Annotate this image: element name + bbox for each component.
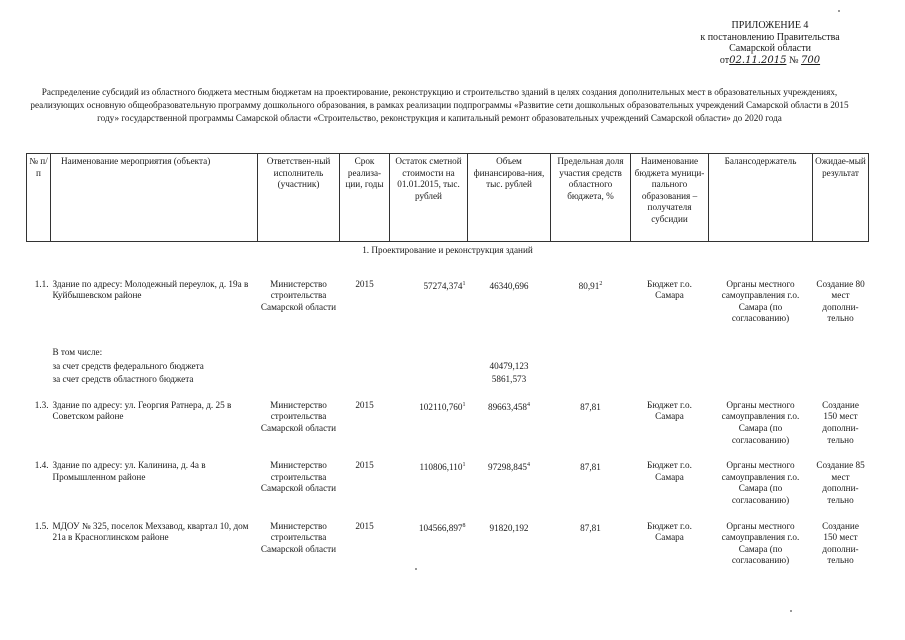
col-result-header: Ожидае-мый результат: [813, 154, 869, 242]
row-volume: 91820,192: [489, 522, 529, 533]
document-heading: Распределение субсидий из областного бюджета местным бюджетам на проектирование, реконструкцию и строительство зданий в целях создания дополнительных мест в образовательных учреждениях, реализующих основную общеобразовательную программу дошкольного образования, в рамках реализации подпрограммы «Развитие сети дошкольных образовательных учреждений Самарской области в 2015 году» государственной программы Самарской области «Строительство, реконструкция и капитальный ремонт образовательных учреждений Самарской области» до 2020 года: [30, 87, 849, 124]
scan-speck: [790, 610, 792, 612]
row-volume: 89663,458$^4$: [487, 401, 531, 412]
col-executor-header: Ответствен-ный исполнитель (участник): [258, 154, 340, 242]
row-period: 2015: [355, 520, 374, 531]
row-remainder: 57274,374$^1$: [423, 280, 466, 291]
row-result: Создание 80 мест дополни-тельно: [816, 278, 865, 324]
table-header-row: [27, 154, 869, 242]
row-period: 2015: [355, 278, 374, 289]
col-period-header: Срок реализа-ции, годы: [340, 154, 390, 242]
col-name-header: Наименование мероприятия (объекта): [51, 154, 258, 242]
col-volume-header: Объем финансирова-ния, тыс. рублей: [468, 154, 551, 242]
row-name: Здание по адресу: Молодежный переулок, д. 19а в Куйбышевском районе: [52, 278, 249, 301]
col-remainder-header: Остаток сметной стоимости на 01.01.2015, тыс. рублей: [390, 154, 468, 242]
section-title: 1. Проектирование и реконструкция зданий: [362, 245, 533, 255]
row-result: Создание 85 мест дополни-тельно: [816, 460, 865, 505]
row-share: 80,91$^2$: [578, 280, 603, 291]
subtotal-label: В том числе:: [52, 346, 103, 357]
col-budget-header: Наименование бюджета муници-пального образования – получателя субсидии: [631, 154, 709, 242]
table-row: [27, 459, 869, 507]
table-row: [27, 520, 869, 568]
scan-speck: [838, 10, 840, 12]
row-holder: Органы местного самоуправления г.о. Самара (по согласованию): [721, 399, 800, 445]
table-row: [27, 399, 869, 447]
section-row: [27, 242, 869, 258]
row-result: Создание 150 мест дополни-тельно: [822, 399, 859, 445]
row-executor: Министерство строительства Самарской области: [260, 460, 337, 494]
appendix-number: 700: [800, 54, 821, 66]
subtotal-federal-value: 40479,123: [489, 360, 529, 371]
row-period: 2015: [355, 460, 374, 471]
col-num-header: № п/п: [27, 154, 51, 242]
row-remainder: 104566,897$^8$: [418, 522, 466, 533]
row-volume: 46340,696: [489, 280, 529, 291]
appendix-title: ПРИЛОЖЕНИЕ 4: [731, 20, 809, 31]
row-name: МДОУ № 325, поселок Мехзавод, квартал 10, дом 21а в Красноглинском районе: [52, 520, 249, 543]
row-num: 1.1.: [34, 278, 49, 289]
table-row: [27, 278, 869, 326]
row-num: 1.4.: [34, 460, 49, 471]
subtotal-federal-label: за счет средств федерального бюджета: [52, 360, 204, 371]
row-remainder: 102110,760$^1$: [419, 401, 466, 412]
appendix-line1: к постановлению Правительства: [700, 31, 840, 43]
row-executor: Министерство строительства Самарской области: [260, 520, 337, 554]
row-result: Создание 150 мест дополни-тельно: [822, 520, 859, 566]
subsidy-table: [26, 153, 869, 568]
col-share-header: Предельная доля участия средств областного бюджета, %: [551, 154, 631, 242]
subtotal-regional-row: [27, 373, 869, 387]
appendix-date: 02.11.2015: [729, 54, 787, 66]
row-period: 2015: [355, 399, 374, 410]
row-budget: Бюджет г.о. Самара: [647, 520, 692, 543]
row-holder: Органы местного самоуправления г.о. Самара (по согласованию): [721, 520, 800, 566]
row-executor: Министерство строительства Самарской области: [260, 399, 337, 433]
appendix-num-label: №: [788, 54, 799, 66]
scan-speck: [415, 568, 417, 570]
row-volume: 97298,845$^4$: [487, 462, 531, 473]
row-share: 87,81: [580, 522, 601, 533]
row-holder: Органы местного самоуправления г.о. Самара (по согласованию): [721, 278, 800, 324]
row-holder: Органы местного самоуправления г.о. Самара (по согласованию): [721, 460, 800, 505]
col-holder-header: Балансодержатель: [709, 154, 813, 242]
appendix-block: [685, 20, 855, 66]
row-remainder: 110806,110$^1$: [419, 462, 466, 473]
row-name: Здание по адресу: ул. Георгия Ратнера, д. 25 в Советском районе: [52, 399, 232, 422]
row-budget: Бюджет г.о. Самара: [647, 399, 692, 422]
row-share: 87,81: [580, 462, 601, 473]
row-num: 1.3.: [34, 399, 49, 410]
row-share: 87,81: [580, 401, 601, 412]
subtotal-label-row: [27, 346, 869, 360]
appendix-line2: Самарской области: [729, 43, 811, 54]
row-executor: Министерство строительства Самарской области: [260, 278, 337, 312]
row-num: 1.5.: [34, 520, 49, 531]
appendix-date-line: [685, 55, 855, 67]
row-budget: Бюджет г.о. Самара: [647, 278, 692, 301]
row-budget: Бюджет г.о. Самара: [647, 460, 692, 482]
row-name: Здание по адресу: ул. Калинина, д. 4а в Промышленном районе: [52, 460, 206, 482]
subtotal-federal-row: [27, 360, 869, 374]
subtotal-regional-label: за счет средств областного бюджета: [52, 374, 194, 385]
subtotal-regional-value: 5861,573: [491, 374, 527, 385]
appendix-prefix: от: [719, 54, 730, 66]
